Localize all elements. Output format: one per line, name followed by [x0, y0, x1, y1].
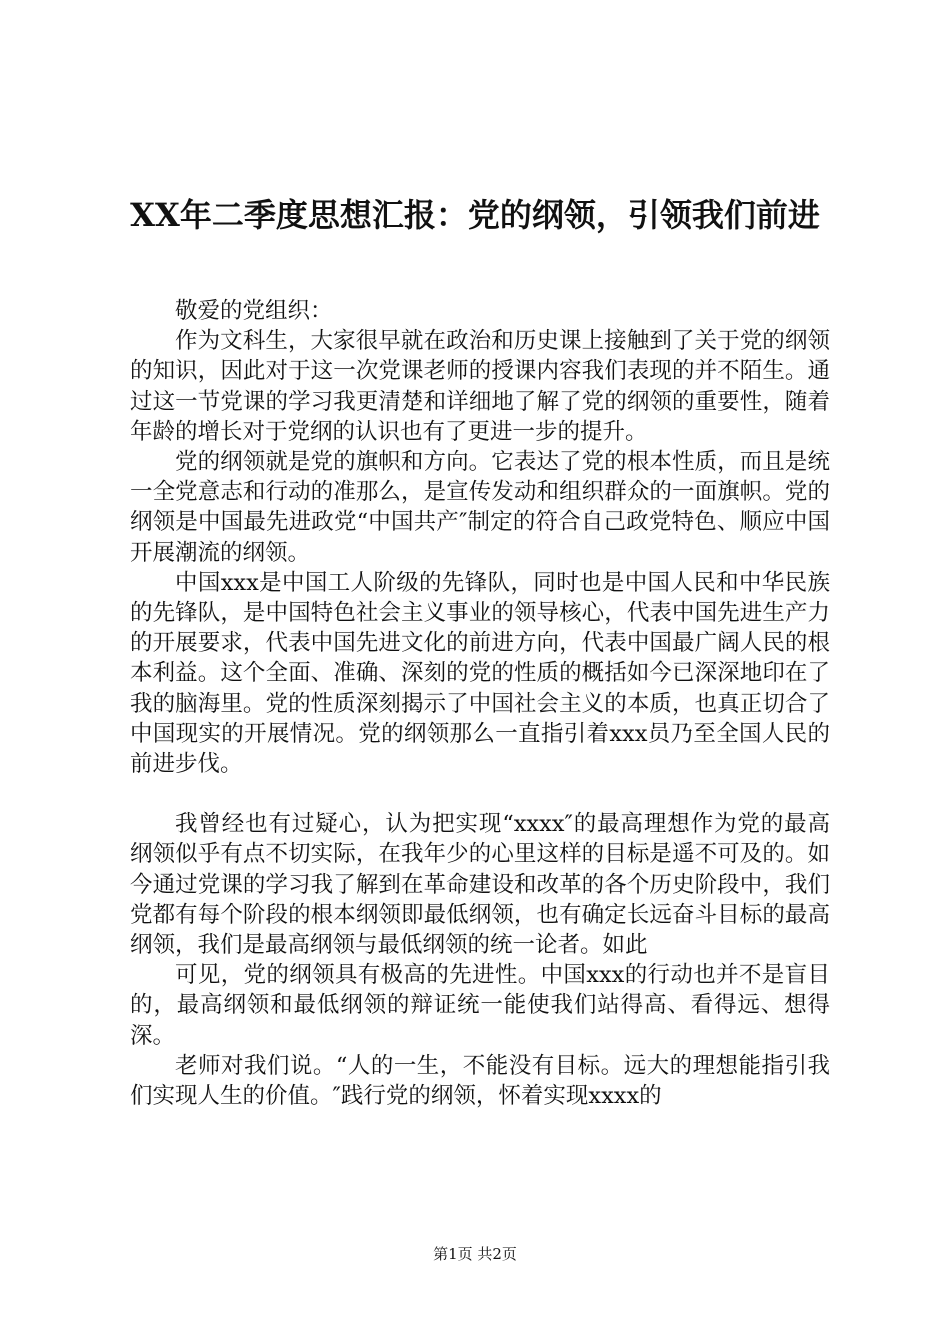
paragraph-6: 老师对我们说。“人的一生，不能没有目标。远大的理想能指引我们实现人生的价值。″践行党的纲领，怀着实现xxxx的: [130, 1052, 830, 1110]
paragraph-2: 党的纲领就是党的旗帜和方向。它表达了党的根本性质，而且是统一全党意志和行动的准那么，是宣传发动和组织群众的一面旗帜。党的纲领是中国最先进政党“中国共产″制定的符合自己政党特色、顺应中国开展潮流的纲领。: [130, 449, 830, 566]
document-body: [130, 296, 830, 1111]
paragraph-4: 我曾经也有过疑心，认为把实现“xxxx″的最高理想作为党的最高纲领似乎有点不切实际，在我年少的心里这样的目标是遥不可及的。如今通过党课的学习我了解到在革命建设和改革的各个历史阶段中，我们党都有每个阶段的根本纲领即最低纲领，也有确定长远奋斗目标的最高纲领，我们是最高纲领与最低纲领的统一论者。如此: [130, 811, 830, 959]
paragraph-1: 作为文科生，大家很早就在政治和历史课上接触到了关于党的纲领的知识，因此对于这一次党课老师的授课内容我们表现的并不陌生。通过这一节党课的学习我更清楚和详细地了解了党的纲领的重要性，随着年龄的增长对于党纲的认识也有了更进一步的提升。: [130, 328, 830, 445]
salutation: 敬爱的党组织：: [175, 298, 333, 324]
page-footer: 第1页 共2页: [433, 1245, 517, 1263]
paragraph-3: 中国xxx是中国工人阶级的先锋队，同时也是中国人民和中华民族的先锋队，是中国特色社会主义事业的领导核心，代表中国先进生产力的开展要求，代表中国先进文化的前进方向，代表中国最广阔人民的根本利益。这个全面、准确、深刻的党的性质的概括如今已深深地印在了我的脑海里。党的性质深刻揭示了中国社会主义的本质，也真正切合了中国现实的开展情况。党的纲领那么一直指引着xxx员乃至全国人民的前进步伐。: [130, 569, 830, 778]
paragraph-5: 可见，党的纲领具有极高的先进性。中国xxx的行动也并不是盲目的，最高纲领和最低纲领的辩证统一能使我们站得高、看得远、想得深。: [130, 962, 830, 1049]
document-title: XX年二季度思想汇报：党的纲领，引领我们前进: [130, 196, 820, 235]
